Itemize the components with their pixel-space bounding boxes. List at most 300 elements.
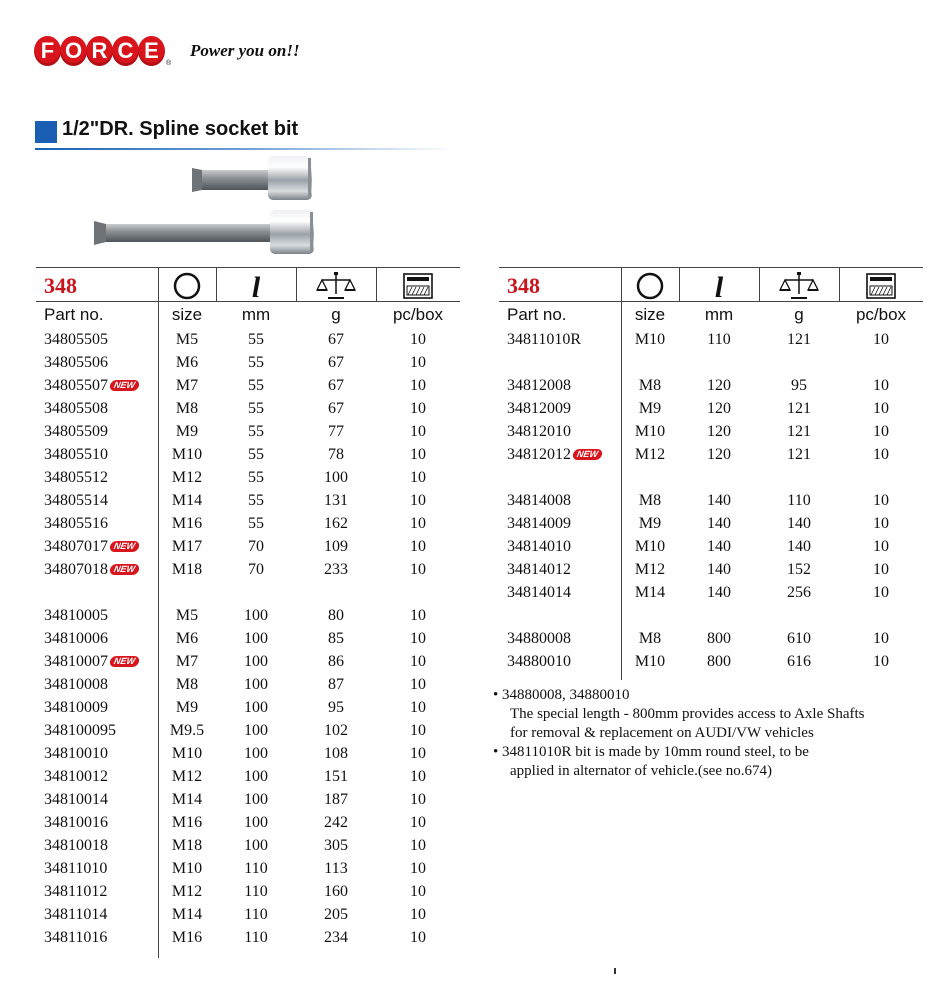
cell-size: M9.5 bbox=[169, 722, 205, 739]
part-number bbox=[44, 561, 139, 579]
part-number bbox=[507, 377, 571, 395]
cell-g: 78 bbox=[328, 446, 344, 463]
cell-pc: 10 bbox=[410, 354, 426, 371]
cell-mm: 140 bbox=[707, 492, 731, 509]
note-line: • 34880008, 34880010 bbox=[493, 687, 630, 703]
cell-size: M16 bbox=[171, 929, 203, 946]
cell-pc: 10 bbox=[873, 400, 889, 417]
spline-socket-icon bbox=[628, 270, 672, 302]
header-icon-cell bbox=[296, 270, 376, 300]
cell-pc: 10 bbox=[410, 768, 426, 785]
part-number bbox=[507, 538, 571, 556]
cell-mm: 55 bbox=[248, 492, 264, 509]
header-icon-cell bbox=[216, 270, 296, 300]
cell-mm: 110 bbox=[707, 331, 731, 348]
weight-scale-icon bbox=[777, 270, 821, 302]
cell-mm: 140 bbox=[707, 538, 731, 555]
column-header: mm bbox=[704, 305, 734, 324]
table-row bbox=[36, 745, 460, 768]
cell-size: M14 bbox=[171, 791, 203, 808]
part-number-text: 34805508 bbox=[44, 400, 108, 417]
part-number bbox=[44, 837, 108, 855]
part-number bbox=[44, 699, 108, 717]
cell-g: 187 bbox=[324, 791, 348, 808]
cell-size: M8 bbox=[175, 400, 199, 417]
cell-g: 121 bbox=[787, 400, 811, 417]
cell-size: M9 bbox=[638, 400, 662, 417]
cell-mm: 800 bbox=[707, 653, 731, 670]
header-icon-cell bbox=[839, 270, 923, 300]
page-mark bbox=[614, 968, 616, 974]
spec-table-left bbox=[36, 267, 460, 967]
part-number-text: 34805510 bbox=[44, 446, 108, 463]
notes bbox=[493, 686, 913, 781]
logo-letter: F bbox=[34, 36, 61, 66]
table-row bbox=[36, 722, 460, 745]
part-number-text: 34810007 bbox=[44, 653, 108, 670]
box-icon bbox=[396, 270, 440, 302]
cell-pc: 10 bbox=[410, 653, 426, 670]
cell-g: 87 bbox=[328, 676, 344, 693]
cell-g: 100 bbox=[324, 469, 348, 486]
table-row bbox=[499, 538, 923, 561]
part-number-text: 34880008 bbox=[507, 630, 571, 647]
note-line: The special length - 800mm provides access to Axle Shafts bbox=[510, 706, 865, 722]
part-number bbox=[507, 331, 581, 349]
part-number bbox=[507, 423, 571, 441]
cell-pc: 10 bbox=[873, 515, 889, 532]
part-number bbox=[44, 400, 108, 418]
part-number bbox=[507, 630, 571, 648]
page-title: 1/2"DR. Spline socket bit bbox=[62, 118, 299, 140]
spline-socket-icon bbox=[165, 270, 209, 302]
header-icon-cell bbox=[376, 270, 460, 300]
table-row bbox=[499, 446, 923, 469]
table-row bbox=[36, 791, 460, 814]
cell-pc: 10 bbox=[410, 699, 426, 716]
part-number-text: 34814008 bbox=[507, 492, 571, 509]
part-number bbox=[44, 906, 107, 924]
column-header: size bbox=[171, 305, 203, 324]
socket-bit-product-image bbox=[90, 152, 350, 262]
cell-pc: 10 bbox=[873, 538, 889, 555]
header-icon-cell bbox=[759, 270, 839, 300]
cell-mm: 120 bbox=[707, 423, 731, 440]
logo-letter: R bbox=[86, 36, 113, 66]
cell-mm: 55 bbox=[248, 331, 264, 348]
part-number-text: 34810009 bbox=[44, 699, 108, 716]
cell-mm: 140 bbox=[707, 584, 731, 601]
cell-size: M14 bbox=[634, 584, 666, 601]
logo-letter: E bbox=[138, 36, 165, 66]
cell-g: 108 bbox=[324, 745, 348, 762]
column-divider bbox=[376, 267, 377, 301]
table-row bbox=[36, 538, 460, 561]
table-row bbox=[499, 630, 923, 653]
part-number bbox=[44, 676, 108, 694]
cell-g: 305 bbox=[324, 837, 348, 854]
table-row bbox=[36, 929, 460, 952]
cell-pc: 10 bbox=[410, 814, 426, 831]
cell-mm: 70 bbox=[248, 561, 264, 578]
part-number-text: 34810008 bbox=[44, 676, 108, 693]
cell-mm: 100 bbox=[244, 676, 268, 693]
note-line: applied in alternator of vehicle.(see no.674) bbox=[510, 763, 772, 779]
cell-pc: 10 bbox=[410, 515, 426, 532]
part-number bbox=[44, 814, 108, 832]
series-number: 348 bbox=[44, 273, 77, 298]
box-icon bbox=[859, 270, 903, 302]
cell-size: M17 bbox=[171, 538, 203, 555]
part-number-text: 34880010 bbox=[507, 653, 571, 670]
part-number bbox=[507, 515, 571, 533]
cell-size: M10 bbox=[171, 745, 203, 762]
cell-size: M7 bbox=[175, 377, 199, 394]
cell-mm: 55 bbox=[248, 377, 264, 394]
new-badge: NEW bbox=[109, 564, 140, 575]
table-row bbox=[36, 377, 460, 400]
part-number-text: 34812012 bbox=[507, 446, 571, 463]
cell-pc: 10 bbox=[410, 607, 426, 624]
cell-size: M6 bbox=[175, 354, 199, 371]
part-number bbox=[44, 653, 139, 671]
cell-g: 234 bbox=[324, 929, 348, 946]
cell-pc: 10 bbox=[410, 377, 426, 394]
table-row bbox=[36, 860, 460, 883]
part-number-text: 34810010 bbox=[44, 745, 108, 762]
part-number bbox=[44, 883, 107, 901]
header-icon-cell bbox=[621, 270, 679, 300]
table-row bbox=[36, 561, 460, 584]
cell-pc: 10 bbox=[410, 837, 426, 854]
cell-mm: 100 bbox=[244, 699, 268, 716]
part-number-text: 34805509 bbox=[44, 423, 108, 440]
part-number-text: 34814009 bbox=[507, 515, 571, 532]
cell-pc: 10 bbox=[410, 745, 426, 762]
column-header: pc/box bbox=[392, 305, 444, 324]
part-number bbox=[44, 768, 108, 786]
part-number-text: 34812009 bbox=[507, 400, 571, 417]
part-number bbox=[44, 331, 108, 349]
cell-mm: 55 bbox=[248, 354, 264, 371]
table-row bbox=[36, 400, 460, 423]
part-number bbox=[44, 377, 139, 395]
cell-g: 85 bbox=[328, 630, 344, 647]
cell-g: 121 bbox=[787, 331, 811, 348]
part-number-text: 34810005 bbox=[44, 607, 108, 624]
cell-size: M12 bbox=[171, 469, 203, 486]
spec-table-right bbox=[499, 267, 923, 687]
part-number-text: 34805505 bbox=[44, 331, 108, 348]
cell-pc: 10 bbox=[873, 377, 889, 394]
table-row bbox=[499, 515, 923, 538]
cell-mm: 55 bbox=[248, 515, 264, 532]
cell-g: 77 bbox=[328, 423, 344, 440]
cell-size: M5 bbox=[175, 331, 199, 348]
cell-g: 616 bbox=[787, 653, 811, 670]
cell-mm: 120 bbox=[707, 377, 731, 394]
part-number-text: 34810016 bbox=[44, 814, 108, 831]
logo-letter: O bbox=[60, 36, 87, 66]
cell-g: 95 bbox=[791, 377, 807, 394]
length-icon bbox=[697, 270, 741, 302]
part-number-text: 34805506 bbox=[44, 354, 108, 371]
cell-g: 95 bbox=[328, 699, 344, 716]
cell-mm: 100 bbox=[244, 607, 268, 624]
table-row bbox=[499, 423, 923, 446]
part-number-text: 34805507 bbox=[44, 377, 108, 394]
cell-size: M8 bbox=[638, 630, 662, 647]
cell-g: 140 bbox=[787, 538, 811, 555]
cell-pc: 10 bbox=[410, 906, 426, 923]
part-number-text: 34810006 bbox=[44, 630, 108, 647]
cell-g: 140 bbox=[787, 515, 811, 532]
cell-size: M10 bbox=[171, 860, 203, 877]
part-number-text: 348100095 bbox=[44, 722, 116, 739]
cell-pc: 10 bbox=[410, 929, 426, 946]
series-number: 348 bbox=[507, 273, 540, 298]
column-header: mm bbox=[241, 305, 271, 324]
cell-mm: 100 bbox=[244, 745, 268, 762]
part-number bbox=[507, 446, 602, 464]
part-number-text: 34810012 bbox=[44, 768, 108, 785]
logo-letter: C bbox=[112, 36, 139, 66]
part-number bbox=[44, 423, 108, 441]
part-number bbox=[44, 492, 108, 510]
cell-size: M16 bbox=[171, 515, 203, 532]
cell-size: M7 bbox=[175, 653, 199, 670]
part-number bbox=[44, 745, 108, 763]
cell-pc: 10 bbox=[410, 400, 426, 417]
cell-size: M8 bbox=[638, 492, 662, 509]
cell-g: 205 bbox=[324, 906, 348, 923]
cell-pc: 10 bbox=[873, 630, 889, 647]
table-row bbox=[36, 331, 460, 354]
table-row bbox=[36, 515, 460, 538]
cell-g: 67 bbox=[328, 331, 344, 348]
part-number-text: 34810018 bbox=[44, 837, 108, 854]
title-underline bbox=[35, 148, 455, 150]
part-number-text: 34811012 bbox=[44, 883, 108, 900]
part-number bbox=[507, 584, 571, 602]
table-row bbox=[36, 906, 460, 929]
cell-size: M18 bbox=[171, 561, 203, 578]
cell-pc: 10 bbox=[873, 561, 889, 578]
cell-g: 67 bbox=[328, 400, 344, 417]
column-header: size bbox=[634, 305, 666, 324]
cell-size: M10 bbox=[171, 446, 203, 463]
cell-g: 160 bbox=[324, 883, 348, 900]
svg-text:l: l bbox=[714, 271, 724, 302]
part-number-text: 34807017 bbox=[44, 538, 108, 555]
part-number-text: 34811010R bbox=[507, 331, 582, 348]
cell-size: M18 bbox=[171, 837, 203, 854]
column-divider bbox=[216, 267, 217, 301]
cell-mm: 800 bbox=[707, 630, 731, 647]
cell-g: 152 bbox=[787, 561, 811, 578]
cell-mm: 55 bbox=[248, 446, 264, 463]
cell-pc: 10 bbox=[873, 653, 889, 670]
part-number-text: 34810014 bbox=[44, 791, 108, 808]
cell-size: M12 bbox=[171, 768, 203, 785]
cell-mm: 140 bbox=[707, 515, 731, 532]
cell-size: M5 bbox=[175, 607, 199, 624]
cell-mm: 100 bbox=[244, 653, 268, 670]
column-header: Part no. bbox=[507, 305, 567, 324]
cell-pc: 10 bbox=[410, 446, 426, 463]
column-divider bbox=[621, 301, 622, 680]
cell-size: M12 bbox=[634, 446, 666, 463]
part-number bbox=[44, 446, 108, 464]
table-row bbox=[499, 377, 923, 400]
column-header: g bbox=[794, 305, 804, 324]
table-row bbox=[36, 607, 460, 630]
cell-g: 102 bbox=[324, 722, 348, 739]
cell-pc: 10 bbox=[873, 446, 889, 463]
part-number-text: 34814010 bbox=[507, 538, 571, 555]
part-number bbox=[44, 515, 108, 533]
table-row bbox=[36, 768, 460, 791]
cell-pc: 10 bbox=[410, 722, 426, 739]
cell-pc: 10 bbox=[410, 883, 426, 900]
part-number bbox=[44, 538, 139, 556]
cell-size: M9 bbox=[175, 423, 199, 440]
cell-size: M14 bbox=[171, 906, 203, 923]
table-row bbox=[36, 423, 460, 446]
slogan: Power you on!! bbox=[190, 41, 300, 60]
cell-mm: 120 bbox=[707, 446, 731, 463]
cell-size: M9 bbox=[175, 699, 199, 716]
cell-pc: 10 bbox=[873, 331, 889, 348]
cell-mm: 100 bbox=[244, 814, 268, 831]
part-number-text: 34807018 bbox=[44, 561, 108, 578]
table-row bbox=[36, 676, 460, 699]
header-icon-cell bbox=[158, 270, 216, 300]
part-number-text: 34811014 bbox=[44, 906, 108, 923]
cell-size: M12 bbox=[634, 561, 666, 578]
note-line: • 34811010R bit is made by 10mm round steel, to be bbox=[493, 744, 809, 760]
table-row bbox=[499, 400, 923, 423]
cell-mm: 55 bbox=[248, 400, 264, 417]
cell-g: 610 bbox=[787, 630, 811, 647]
cell-size: M10 bbox=[634, 653, 666, 670]
cell-g: 242 bbox=[324, 814, 348, 831]
cell-mm: 110 bbox=[244, 883, 268, 900]
part-number bbox=[507, 653, 571, 671]
cell-pc: 10 bbox=[410, 561, 426, 578]
cell-pc: 10 bbox=[410, 791, 426, 808]
cell-g: 110 bbox=[787, 492, 811, 509]
part-number-text: 34805512 bbox=[44, 469, 108, 486]
cell-pc: 10 bbox=[410, 538, 426, 555]
cell-g: 233 bbox=[324, 561, 348, 578]
part-number-text: 34805514 bbox=[44, 492, 108, 509]
cell-mm: 100 bbox=[244, 768, 268, 785]
column-divider bbox=[839, 267, 840, 301]
part-number-text: 34814012 bbox=[507, 561, 571, 578]
part-number bbox=[44, 469, 108, 487]
cell-mm: 100 bbox=[244, 837, 268, 854]
cell-pc: 10 bbox=[410, 469, 426, 486]
cell-g: 256 bbox=[787, 584, 811, 601]
table-row bbox=[499, 492, 923, 515]
cell-g: 121 bbox=[787, 446, 811, 463]
cell-size: M12 bbox=[171, 883, 203, 900]
length-icon bbox=[234, 270, 278, 302]
column-divider bbox=[621, 267, 622, 301]
table-row bbox=[499, 561, 923, 584]
cell-g: 86 bbox=[328, 653, 344, 670]
table-row bbox=[36, 630, 460, 653]
cell-size: M8 bbox=[175, 676, 199, 693]
column-header: Part no. bbox=[44, 305, 104, 324]
cell-size: M6 bbox=[175, 630, 199, 647]
table-row bbox=[499, 653, 923, 676]
new-badge: NEW bbox=[109, 380, 140, 391]
part-number bbox=[44, 354, 108, 372]
part-number bbox=[44, 722, 116, 740]
cell-mm: 120 bbox=[707, 400, 731, 417]
cell-pc: 10 bbox=[410, 423, 426, 440]
cell-pc: 10 bbox=[873, 423, 889, 440]
table-row bbox=[36, 354, 460, 377]
cell-pc: 10 bbox=[410, 492, 426, 509]
table-row bbox=[36, 653, 460, 676]
cell-g: 113 bbox=[324, 860, 348, 877]
part-number-text: 34814014 bbox=[507, 584, 571, 601]
cell-g: 151 bbox=[324, 768, 348, 785]
cell-mm: 55 bbox=[248, 469, 264, 486]
header-icon-cell bbox=[679, 270, 759, 300]
new-badge: NEW bbox=[109, 541, 140, 552]
table-row bbox=[36, 837, 460, 860]
column-header: pc/box bbox=[855, 305, 907, 324]
table-row bbox=[36, 883, 460, 906]
cell-pc: 10 bbox=[410, 676, 426, 693]
cell-mm: 70 bbox=[248, 538, 264, 555]
table-top-rule bbox=[499, 267, 923, 268]
part-number bbox=[507, 492, 571, 510]
part-number bbox=[44, 607, 108, 625]
table-row bbox=[36, 469, 460, 492]
cell-g: 67 bbox=[328, 354, 344, 371]
new-badge: NEW bbox=[109, 656, 140, 667]
part-number bbox=[507, 400, 571, 418]
column-header: g bbox=[331, 305, 341, 324]
part-number-text: 34812008 bbox=[507, 377, 571, 394]
part-number bbox=[44, 929, 107, 947]
part-number-text: 34811016 bbox=[44, 929, 108, 946]
cell-mm: 110 bbox=[244, 860, 268, 877]
cell-mm: 110 bbox=[244, 929, 268, 946]
cell-size: M10 bbox=[634, 423, 666, 440]
title-marker bbox=[35, 121, 57, 143]
column-divider bbox=[679, 267, 680, 301]
force-logo bbox=[34, 34, 171, 68]
cell-pc: 10 bbox=[410, 331, 426, 348]
cell-mm: 140 bbox=[707, 561, 731, 578]
cell-g: 109 bbox=[324, 538, 348, 555]
note-item bbox=[493, 743, 913, 781]
table-row bbox=[499, 331, 923, 354]
table-row bbox=[36, 446, 460, 469]
column-divider bbox=[158, 267, 159, 958]
cell-size: M10 bbox=[634, 538, 666, 555]
part-number-text: 34811010 bbox=[44, 860, 108, 877]
cell-mm: 100 bbox=[244, 791, 268, 808]
part-number bbox=[44, 860, 107, 878]
table-row bbox=[499, 584, 923, 607]
